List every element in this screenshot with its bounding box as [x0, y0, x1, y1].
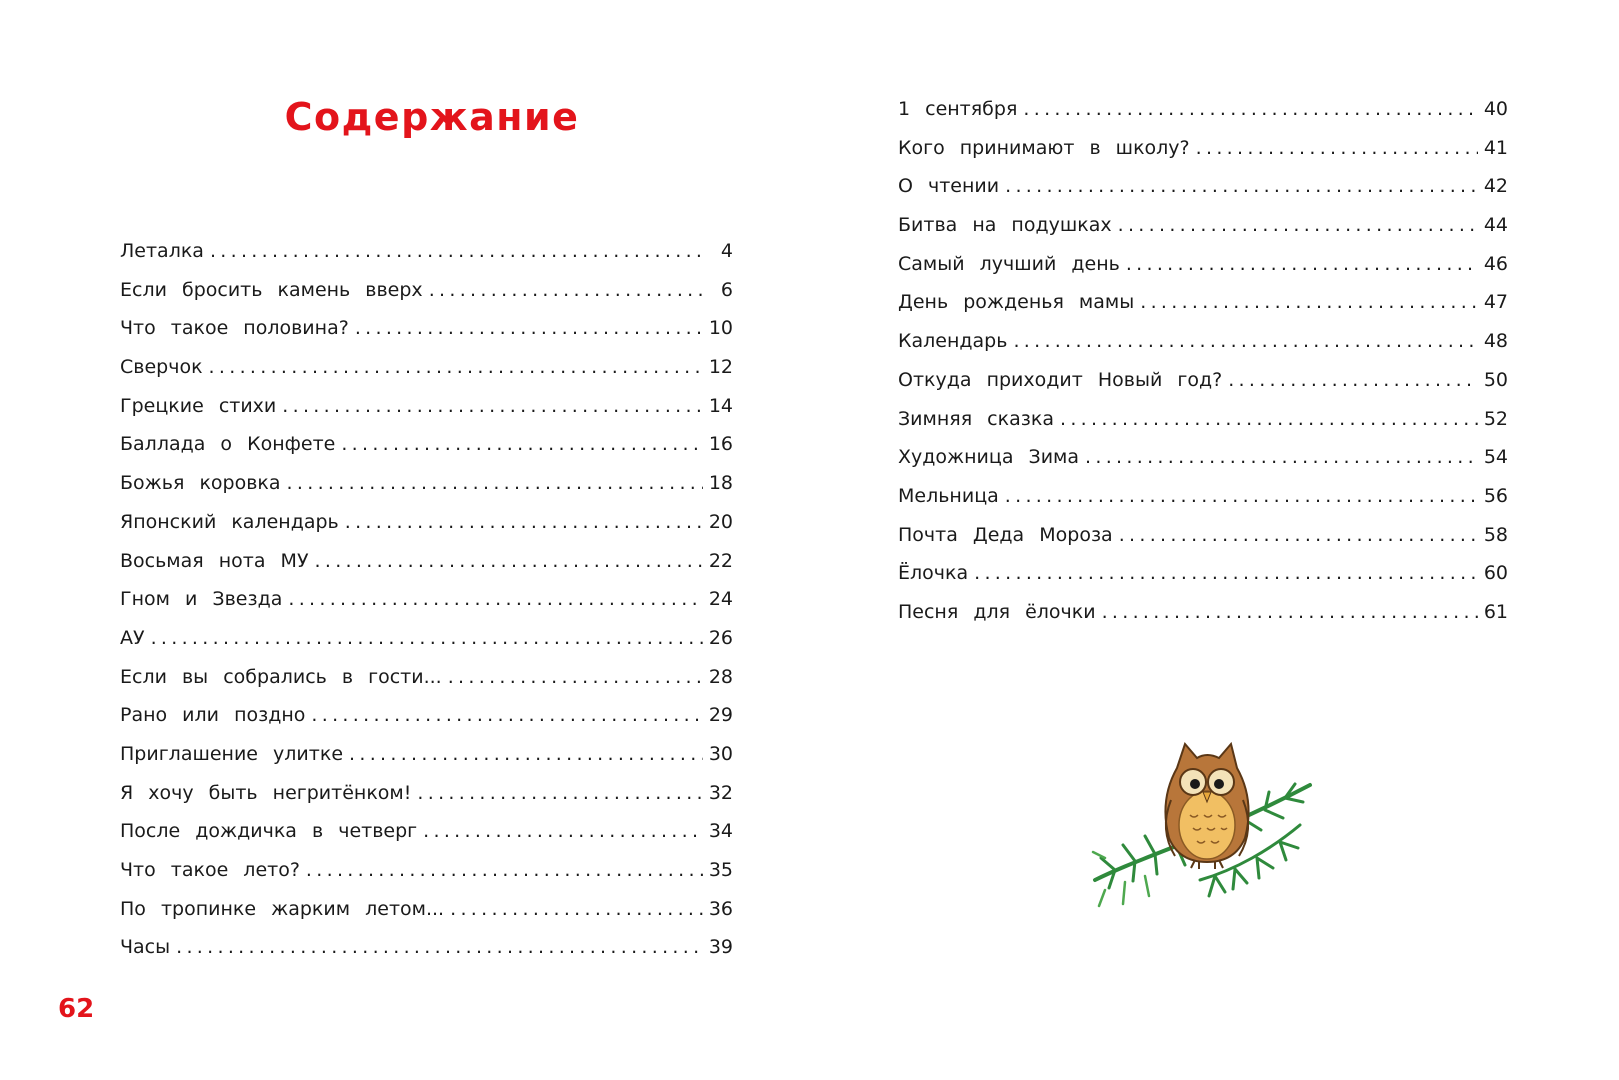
entry-page-number: 26 — [708, 626, 733, 649]
entry-title: Сверчок — [120, 356, 203, 379]
entry-title: Самый лучший день — [898, 252, 1120, 275]
entry-page-number: 52 — [1483, 407, 1508, 430]
toc-entry[interactable] — [898, 251, 1508, 290]
toc-entry[interactable] — [120, 315, 733, 354]
entry-page-number: 4 — [720, 240, 733, 262]
entry-page-number: 40 — [1483, 98, 1508, 120]
toc-entry[interactable] — [120, 509, 733, 548]
entry-page-number: 61 — [1483, 600, 1508, 623]
dot-leader — [974, 560, 1478, 586]
entry-title: Часы — [120, 936, 171, 959]
toc-entry[interactable] — [120, 470, 733, 509]
dot-leader — [345, 509, 703, 535]
entry-page-number: 6 — [720, 278, 733, 301]
entry-title: Божья коровка — [120, 472, 281, 495]
toc-entry[interactable] — [898, 560, 1508, 599]
owl-icon — [1165, 744, 1248, 869]
entry-title: Битва на подушках — [898, 214, 1112, 237]
entry-title: Кого принимают в школу? — [898, 136, 1190, 159]
entry-page-number: 56 — [1483, 484, 1508, 507]
entry-page-number: 18 — [708, 472, 733, 495]
toc-entry[interactable] — [898, 212, 1508, 251]
entry-page-number: 16 — [708, 433, 733, 456]
toc-entry[interactable] — [120, 934, 733, 973]
dot-leader — [1085, 444, 1478, 470]
entry-page-number: 30 — [708, 742, 733, 765]
dot-leader — [209, 354, 703, 380]
owl-on-fir-branch-icon — [1085, 730, 1325, 930]
toc-entry[interactable] — [898, 483, 1508, 522]
toc-entry[interactable] — [898, 135, 1508, 174]
entry-page-number: 60 — [1483, 562, 1508, 585]
toc-list-right — [898, 96, 1508, 638]
entry-page-number: 36 — [708, 897, 733, 920]
dot-leader — [1118, 212, 1478, 238]
toc-entry[interactable] — [898, 289, 1508, 328]
dot-leader — [210, 238, 705, 264]
dot-leader — [423, 818, 703, 844]
dot-leader — [1013, 328, 1477, 354]
toc-entry[interactable] — [898, 406, 1508, 445]
toc-entry[interactable] — [898, 173, 1508, 212]
entry-page-number: 10 — [708, 317, 733, 340]
toc-entry[interactable] — [120, 857, 733, 896]
toc-entry[interactable] — [898, 328, 1508, 367]
entry-title: Леталка — [120, 240, 204, 262]
entry-page-number: 20 — [708, 510, 733, 533]
entry-page-number: 24 — [708, 588, 733, 611]
entry-page-number: 29 — [708, 704, 733, 727]
toc-entry[interactable] — [898, 96, 1508, 135]
entry-title: Восьмая нота МУ — [120, 549, 309, 572]
entry-page-number: 54 — [1483, 446, 1508, 469]
toc-entry[interactable] — [898, 444, 1508, 483]
toc-entry[interactable] — [120, 896, 733, 935]
entry-title: Что такое лето? — [120, 859, 300, 881]
toc-entry[interactable] — [120, 548, 733, 587]
entry-title: Календарь — [898, 330, 1008, 353]
toc-entry[interactable] — [898, 367, 1508, 406]
toc-list-left — [120, 238, 733, 973]
toc-entry[interactable] — [120, 664, 733, 703]
toc-entry[interactable] — [120, 354, 733, 393]
entry-page-number: 22 — [708, 549, 733, 572]
entry-title: Баллада о Конфете — [120, 433, 336, 456]
toc-entry[interactable] — [120, 277, 733, 316]
page-number: 62 — [58, 994, 95, 1024]
toc-entry[interactable] — [120, 818, 733, 857]
dot-leader — [450, 896, 703, 922]
dot-leader — [1196, 135, 1478, 161]
entry-title: АУ — [120, 626, 145, 649]
entry-title: Художница Зима — [898, 446, 1080, 469]
entry-title: Ёлочка — [898, 562, 969, 585]
entry-title: Гном и Звезда — [120, 588, 283, 611]
dot-leader — [1060, 406, 1478, 432]
entry-title: Рано или поздно — [120, 704, 306, 727]
entry-title: Зимняя сказка — [898, 407, 1054, 430]
dot-leader — [349, 741, 703, 767]
toc-entry[interactable] — [120, 741, 733, 780]
dot-leader — [1005, 483, 1478, 509]
dot-leader — [1140, 289, 1478, 315]
entry-title: Приглашение улитке — [120, 742, 344, 765]
dot-leader — [287, 470, 703, 496]
entry-title: Японский календарь — [120, 510, 339, 533]
dot-leader — [1126, 251, 1478, 277]
dot-leader — [288, 586, 702, 612]
entry-page-number: 32 — [708, 781, 733, 804]
entry-page-number: 47 — [1483, 291, 1508, 314]
entry-page-number: 35 — [708, 859, 733, 881]
entry-page-number: 28 — [708, 665, 733, 688]
dot-leader — [315, 548, 703, 574]
entry-title: По тропинке жарким летом... — [120, 897, 445, 920]
entry-title: День рожденья мамы — [898, 291, 1135, 314]
dot-leader — [311, 702, 702, 728]
entry-page-number: 48 — [1483, 330, 1508, 353]
dot-leader — [1023, 96, 1477, 122]
dot-leader — [1228, 367, 1478, 393]
toc-entry[interactable] — [120, 780, 733, 819]
dot-leader — [1005, 173, 1478, 199]
entry-title: Грецкие стихи — [120, 394, 277, 417]
entry-title: Что такое половина? — [120, 317, 349, 340]
toc-entry[interactable] — [120, 702, 733, 741]
entry-page-number: 46 — [1483, 252, 1508, 275]
entry-page-number: 34 — [708, 820, 733, 843]
entry-page-number: 42 — [1483, 175, 1508, 198]
entry-title: Почта Деда Мороза — [898, 523, 1113, 546]
entry-title: Я хочу быть негритёнком! — [120, 781, 412, 804]
entry-page-number: 14 — [708, 394, 733, 417]
entry-title: Если вы собрались в гости... — [120, 665, 442, 688]
dot-leader — [429, 277, 705, 303]
entry-title: О чтении — [898, 175, 1000, 198]
entry-page-number: 41 — [1483, 136, 1508, 159]
dot-leader — [151, 625, 703, 651]
toc-entry[interactable] — [898, 522, 1508, 561]
dot-leader — [341, 431, 702, 457]
entry-page-number: 58 — [1483, 523, 1508, 546]
toc-entry[interactable] — [898, 599, 1508, 638]
dot-leader — [355, 315, 703, 341]
dot-leader — [417, 780, 702, 806]
toc-entry[interactable] — [120, 586, 733, 625]
toc-title: Содержание — [284, 95, 580, 139]
entry-page-number: 39 — [708, 936, 733, 959]
entry-title: 1 сентября — [898, 98, 1018, 120]
dot-leader — [1102, 599, 1478, 625]
entry-page-number: 50 — [1483, 368, 1508, 391]
toc-entry[interactable] — [120, 431, 733, 470]
entry-title: Откуда приходит Новый год? — [898, 368, 1223, 391]
dot-leader — [176, 934, 703, 960]
entry-title: Мельница — [898, 484, 999, 507]
entry-page-number: 44 — [1483, 214, 1508, 237]
toc-entry[interactable] — [120, 393, 733, 432]
entry-title: Если бросить камень вверх — [120, 278, 423, 301]
dot-leader — [306, 857, 703, 883]
dot-leader — [1119, 522, 1478, 548]
dot-leader — [282, 393, 703, 419]
toc-entry[interactable] — [120, 238, 733, 277]
entry-title: Песня для ёлочки — [898, 600, 1096, 623]
toc-entry[interactable] — [120, 625, 733, 664]
entry-title: После дождичка в четверг — [120, 820, 418, 843]
entry-page-number: 12 — [708, 356, 733, 379]
dot-leader — [448, 664, 703, 690]
